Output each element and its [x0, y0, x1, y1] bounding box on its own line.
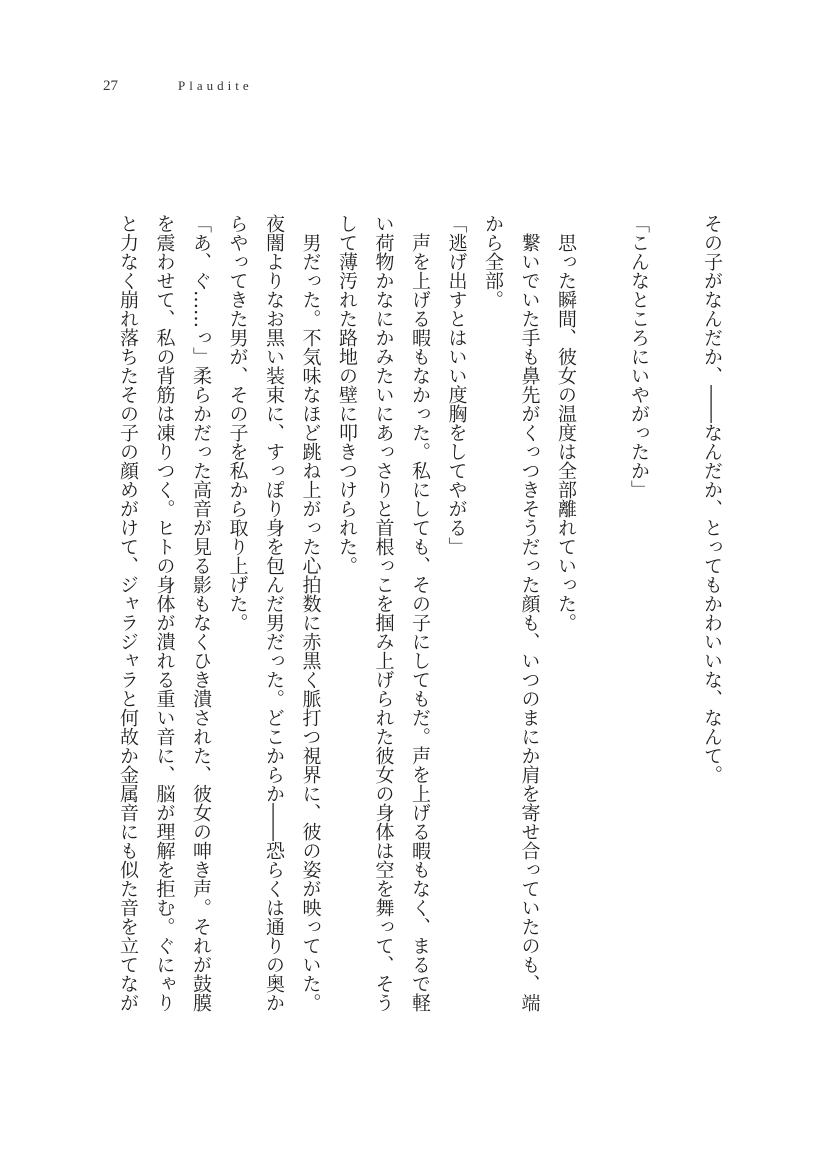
text-line: から全部。 — [482, 214, 504, 309]
text-line: その子がなんだか、――なんだか、とってもかわいいな、なんて。 — [701, 214, 723, 784]
text-line: 声を上げる暇もなかった。私にしても、その子にしてもだ。声を上げる暇もなく、まるで軽 — [409, 214, 431, 1012]
blank-line — [657, 214, 694, 1094]
text-line: 夜闇よりなお黒い装束に、すっぽり身を包んだ男だった。どこからか――恐らくは通りの奥か — [263, 214, 285, 1012]
page-number: 27 — [103, 78, 118, 94]
blank-line — [584, 214, 621, 1094]
text-line: 男だった。不気味なほど跳ね上がった心拍数に赤黒く脈打つ視界に、彼の姿が映っていた。 — [299, 214, 322, 1012]
text-line: 「あ、ぐ……っ」柔らかだった高音が見る影もなくひき潰された、彼女の呻き声。それが鼓膜 — [190, 214, 212, 1012]
text-line: 「逃げ出すとはいい度胸をしてやがる」 — [445, 214, 468, 556]
text-line: を震わせて、私の背筋は凍りつく。ヒトの身体が潰れる重い音に、脳が理解を拒む。ぐにゃり — [153, 214, 176, 1012]
page-header — [103, 78, 253, 98]
text-line: と力なく崩れ落ちたその子の顔めがけて、ジャラジャラと何故か金属音にも似た音を立てなが — [117, 214, 139, 1012]
text-line: して薄汚れた路地の壁に叩きつけられた。 — [336, 214, 358, 575]
text-line: 「こんなところにいやがったか」 — [628, 214, 650, 499]
text-line: 思った瞬間、彼女の温度は全部離れていった。 — [555, 214, 577, 632]
text-line: らやってきた男が、その子を私から取り上げた。 — [226, 214, 249, 632]
running-title: Plaudite — [178, 78, 253, 93]
text-line: い荷物かなにかみたいにあっさりと首根っこを掴み上げられた彼女の身体は空を舞って、そう — [372, 214, 395, 1012]
text-line: 繋いでいた手も鼻先がくっつきそうだった顔も、いつのまにか肩を寄せ合っていたのも、端 — [518, 214, 541, 1012]
vertical-text-block — [110, 214, 731, 1094]
